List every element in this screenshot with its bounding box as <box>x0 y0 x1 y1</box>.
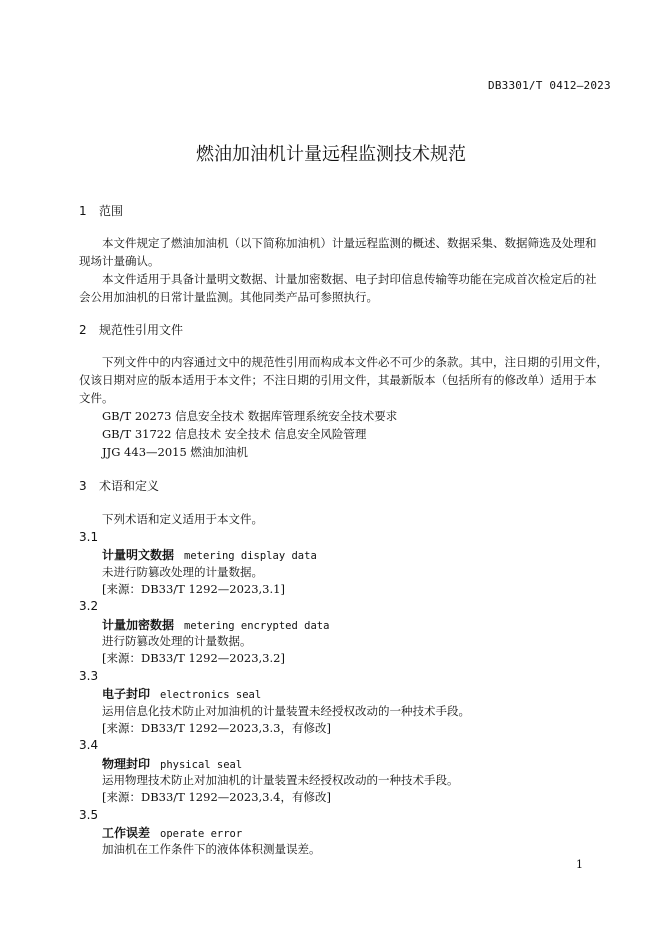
section-title: 规范性引用文件 <box>99 323 184 337</box>
term-name-en: metering display data <box>184 550 317 562</box>
term-name-zh: 工作误差 <box>102 826 151 840</box>
paragraph-line: 本文件规定了燃油加油机（以下简称加油机）计量远程监测的概述、数据采集、数据筛选及处理和 <box>102 236 597 250</box>
section-number: 1 <box>79 204 87 218</box>
page-number: 1 <box>576 858 583 871</box>
reference-item: GB/T 31722 信息技术 安全技术 信息安全风险管理 <box>102 427 367 441</box>
term-definition: 运用物理技术防止对加油机的计量装置未经授权改动的一种技术手段。 <box>102 773 459 787</box>
term-number: 3.1 <box>79 530 99 544</box>
document-title: 燃油加油机计量远程监测技术规范 <box>196 144 466 165</box>
term-name-en: electronics seal <box>160 689 262 701</box>
term-definition: 运用信息化技术防止对加油机的计量装置未经授权改动的一种技术手段。 <box>102 704 470 718</box>
term-name-zh: 计量明文数据 <box>102 548 175 562</box>
term-name-zh: 计量加密数据 <box>102 618 175 632</box>
term-source: [来源：DB33/T 1292—2023,3.4，有修改] <box>102 790 331 804</box>
paragraph-line: 仅该日期对应的版本适用于本文件；不注日期的引用文件，其最新版本（包括所有的修改单）适用于本 <box>79 373 597 387</box>
term-name-en: metering encrypted data <box>184 620 330 632</box>
term-source: [来源：DB33/T 1292—2023,3.3，有修改] <box>102 721 331 735</box>
term-source: [来源：DB33/T 1292—2023,3.1] <box>102 582 285 596</box>
section-title: 范围 <box>99 204 124 218</box>
term-name <box>102 546 317 563</box>
term-name-zh: 物理封印 <box>102 757 151 771</box>
section-title: 术语和定义 <box>99 479 160 493</box>
term-name <box>102 755 242 772</box>
term-number: 3.2 <box>79 599 99 613</box>
section-number: 3 <box>79 479 87 493</box>
section-2-heading <box>79 321 183 338</box>
paragraph-line: 下列文件中的内容通过文中的规范性引用而构成本文件必不可少的条款。其中，注日期的引用文件， <box>102 355 608 369</box>
term-name <box>102 616 329 633</box>
term-definition: 进行防篡改处理的计量数据。 <box>102 634 252 648</box>
term-definition: 加油机在工作条件下的液体体积测量误差。 <box>102 842 321 856</box>
section-1-heading <box>79 202 123 219</box>
document-code: DB3301/T 0412—2023 <box>488 79 611 92</box>
paragraph-line: 下列术语和定义适用于本文件。 <box>102 512 263 526</box>
paragraph-line: 会公用加油机的日常计量监测。其他同类产品可参照执行。 <box>79 290 378 304</box>
term-name-zh: 电子封印 <box>102 687 151 701</box>
term-name-en: physical seal <box>160 759 243 771</box>
term-name <box>102 685 261 702</box>
term-source: [来源：DB33/T 1292—2023,3.2] <box>102 651 285 665</box>
term-number: 3.4 <box>79 738 99 752</box>
paragraph-line: 现场计量确认。 <box>79 254 160 268</box>
reference-item: JJG 443—2015 燃油加油机 <box>102 445 248 459</box>
term-number: 3.3 <box>79 669 99 683</box>
term-name-en: operate error <box>160 828 243 840</box>
section-number: 2 <box>79 323 87 337</box>
term-number: 3.5 <box>79 808 99 822</box>
paragraph-line: 文件。 <box>79 391 114 405</box>
section-3-heading <box>79 477 159 494</box>
term-name <box>102 824 242 841</box>
paragraph-line: 本文件适用于具备计量明文数据、计量加密数据、电子封印信息传输等功能在完成首次检定后的社 <box>102 272 597 286</box>
reference-item: GB/T 20273 信息安全技术 数据库管理系统安全技术要求 <box>102 409 398 423</box>
term-definition: 未进行防篡改处理的计量数据。 <box>102 565 263 579</box>
